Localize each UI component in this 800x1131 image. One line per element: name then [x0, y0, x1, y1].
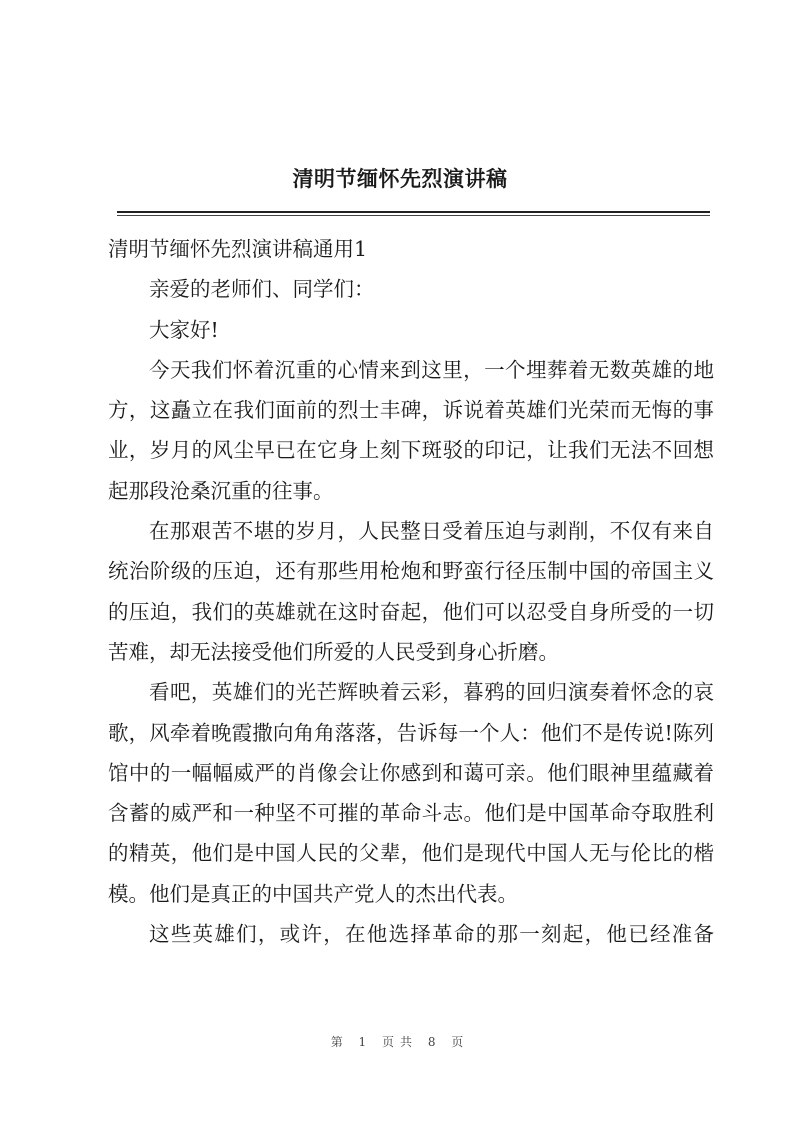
section-heading: 清明节缅怀先烈演讲稿通用1 — [108, 237, 368, 261]
salutation: 亲爱的老师们、同学们： — [149, 277, 375, 302]
document-title: 清明节缅怀先烈演讲稿 — [292, 167, 508, 191]
body-paragraph: 看吧，英雄们的光芒辉映着云彩，暮鸦的回归演奏着怀念的哀歌，风牵着晚霞撒向角角落落，告诉每一个人：他们不是传说!陈列馆中的一幅幅威严的肖像会让你感到和蔼可亲。他们眼神里蕴藏着含蓄的威严和一种坚不可摧的革命斗志。他们是中国革命夺取胜利的精英，他们是中国人民的父辈，他们是现代中国人无与伦比的楷模。他们是真正的中国共产党人的杰出代表。 — [108, 680, 714, 906]
body-paragraph: 在那艰苦不堪的岁月，人民整日受着压迫与剥削，不仅有来自统治阶级的压迫，还有那些用枪炮和野蛮行径压制中国的帝国主义的压迫，我们的英雄就在这时奋起，他们可以忍受自身所受的一切苦难，却无法接受他们所爱的人民受到身心折磨。 — [108, 519, 714, 664]
body-paragraph: 这些英雄们，或许，在他选择革命的那一刻起，他已经准备 — [149, 922, 714, 947]
body-paragraph: 今天我们怀着沉重的心情来到这里，一个埋葬着无数英雄的地方，这矗立在我们面前的烈士丰碑，诉说着英雄们光荣而无悔的事业，岁月的风尘早已在它身上刻下斑驳的印记，让我们无法不回想起那段沧桑沉重的往事。 — [108, 357, 714, 503]
title-divider-thin — [117, 215, 710, 216]
page-number: 第 1 页共 8 页 — [330, 1035, 470, 1049]
title-divider — [117, 211, 710, 213]
document-body — [108, 229, 714, 954]
greeting: 大家好! — [149, 317, 219, 342]
